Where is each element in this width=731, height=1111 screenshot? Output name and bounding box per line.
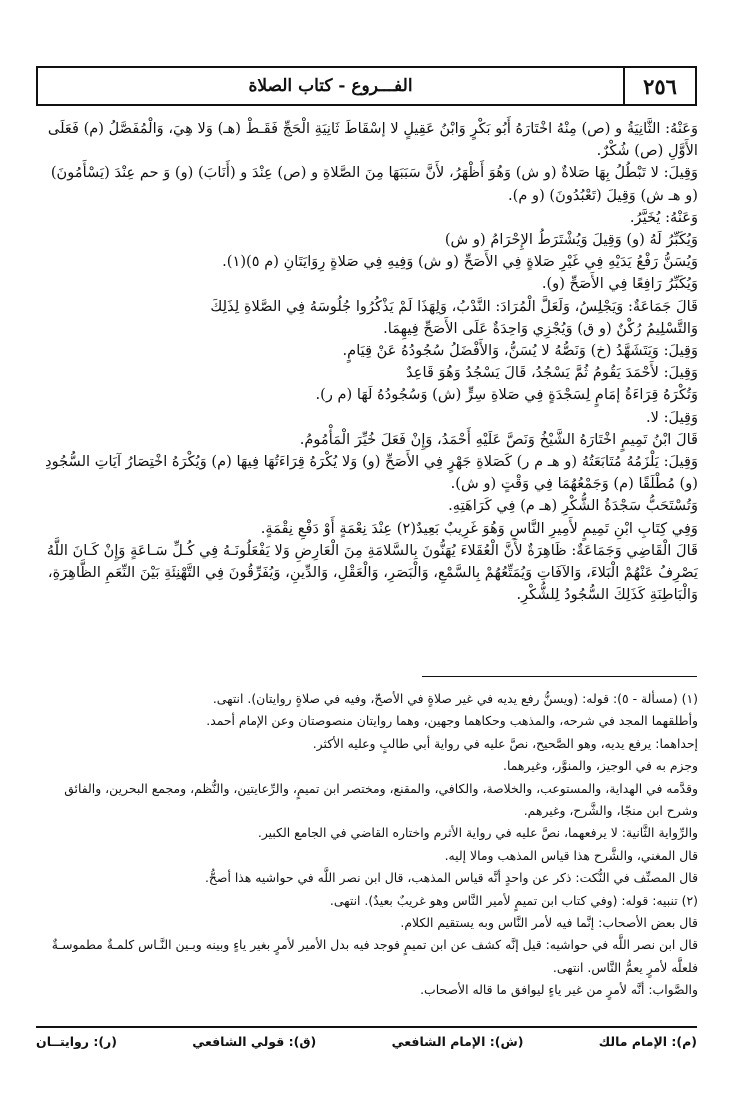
page-number: ٢٥٦: [623, 68, 695, 104]
footnote-line: وجزم به في الوجيز، والمنوَّر، وغيرهما.: [503, 758, 698, 774]
footnotes: [38, 688, 698, 1002]
text-line: (و هـ ش) وَقِيلَ (تَعْبُدُونَ) (و م).: [508, 186, 698, 204]
text-line: وَقِيلَ: لأَحْمَدَ يَقُومُ ثُمَّ يَسْجُدُ، قَالَ يَسْجُدُ وَهُوَ قَاعِدٌ: [406, 364, 698, 382]
text-line: الأَوَّلِ (ص) شُكْرٌ.: [596, 142, 698, 160]
footnote-line: والصَّواب: أنَّه لأمرٍ من غير ياءٍ ليوافق ما قاله الأصحاب.: [420, 982, 698, 998]
footnote-line: إحداهما: يرفع يديه، وهو الصَّحيح، نصَّ عليه في رواية أبي طالبٍ وعليه الأكثر.: [312, 735, 698, 751]
abbreviation-shafii-opinions: (ق): قولي الشافعي: [192, 1034, 317, 1049]
text-line: وَالْبَاطِنَةِ كَذَلِكَ السُّجُودُ لِلشُّكْرِ.: [516, 586, 698, 604]
abbreviation-shafii: (ش): الإمام الشافعي: [391, 1034, 524, 1049]
footnote-divider: [422, 676, 697, 677]
text-line: قَالَ ابْنُ تَمِيمٍ اخْتَارَهُ الشَّيْخُ وَنَصَّ عَلَيْهِ أَحْمَدُ، وَإِنْ فَعَلَ خُيِّرَ الْمَأْمُومُ.: [299, 430, 698, 448]
text-line: وَقِيلَ: يَلْزَمُهُ مُتَابَعَتُهُ (و هـ م ر) كَصَلاةِ جَهْرٍ فِي الأَصَحِّ (و) وَلا يُكْرَهُ قِرَاءَتُهَا فِيهَا (م) وَيُكْرَهُ اخْتِصَارُ آيَاتِ السُّجُودِ: [45, 453, 698, 471]
text-line: وَقِيلَ: لا تَبْطُلُ بِهَا صَلاةٌ (و ش) وَهُوَ أَظْهَرُ، لأَنَّ سَبَبَهَا مِنَ الصَّلاةِ و (ص) عِنْدَ و (أَنَابَ) (و) وَ حم عِنْدَ (يَسْأَمُونَ): [50, 164, 698, 182]
footnote-line: وأطلقهما المجد في شرحه، والمذهب وحكاهما وجهين، وهما روايتان منصوصتان وعن الإمام أحمد.: [206, 713, 698, 729]
text-line: وَتُسْتَحَبُّ سَجْدَةُ الشُّكْرِ (هـ م) فِي كَرَاهَتِهِ.: [448, 497, 698, 515]
text-line: يَصْرِفُ عَنْهُمْ الْبَلاءَ، وَالآفَاتِ وَيُمَتِّعُهُمْ بِالسَّمْعِ، وَالْبَصَرِ، وَالْعَقْلِ، وَالدِّينِ، وَيُفَرِّقُونَ فِي التَّهْنِئَةِ بَيْنَ النِّعَمِ الظَّاهِرَةِ،: [47, 564, 698, 582]
text-line: قَالَ جَمَاعَةٌ: وَيَجْلِسُ، وَلَعَلَّ الْمُرَادَ: النَّدْبُ، وَلِهَذَا لَمْ يَذْكُرُوا جُلُوسَهُ فِي الصَّلاةِ لِذَلِكَ: [210, 297, 698, 315]
text-line: قَالَ الْقَاضِي وَجَمَاعَةٌ: ظَاهِرَةٌ لأَنَّ الْعُقَلاءَ يُهَنُّونَ بِالسَّلامَةِ مِنَ الْعَارِضِ وَلا يَفْعَلُونَـهُ فِي كُـلِّ سَـاعَةٍ وَإِنْ كَـانَ اللَّهُ: [46, 541, 698, 559]
footnote-line: قال المغني، والشَّرح هذا قياس المذهب ومالا إليه.: [444, 847, 698, 863]
footnote-line: وقدَّمه في الهداية، والمستوعب، والخلاصة، والكافي، والمقنع، ومختصر ابن تميمٍ، والرِّعايتين، والنُّظم، ومجمع البحرين، والفائق: [64, 780, 698, 796]
text-line: وَالتَّسْلِيمُ رُكْنٌ (و ق) وَيُجْزِي وَاحِدَةٌ عَلَى الأَصَحِّ فِيهِمَا.: [383, 319, 698, 337]
text-line: وَقِيلَ: لا.: [646, 408, 698, 426]
footnote-line: وشرح ابن منجّا، والشَّرح، وغيرهم.: [523, 803, 698, 819]
text-line: وَقِيلَ: وَيَتَشَهَّدُ (خ) وَنَصُّهُ لا يُسَنُّ، وَالأَفْضَلُ سُجُودُهُ عَنْ قِيَامٍ.: [342, 342, 698, 360]
page-header: [36, 66, 697, 106]
footnote-line: (٢) تنبيه: قوله: (وفي كتاب ابن تميمٍ لأمير النَّاس وهو غريبٌ بعيدٌ). انتهى.: [329, 892, 698, 908]
main-text: [38, 118, 698, 606]
footnote-line: قال المصنِّف في النُّكت: ذكر عن واحدٍ أنَّه قياس المذهب، قال ابن نصر اللَّه في حواشيه هذا أصحُّ.: [204, 870, 698, 886]
text-line: وَعَنْهُ: يُخَيَّرُ.: [629, 208, 698, 226]
footer-rule: [36, 1026, 697, 1028]
text-line: وَيُكَبِّرُ لَهُ (و) وَقِيلَ وَيُشْتَرَطُ الإِحْرَامُ (و ش): [444, 231, 698, 249]
footnote-line: (١) (مسألة - ٥): قوله: (ويسنُّ رفع يديه في غير صلاةٍ في الأصحّ، وفيه في صلاةٍ روايتان). انتهى.: [212, 691, 698, 706]
running-title: الفـــروع - كتاب الصلاة: [248, 76, 413, 96]
footnote-line: قال بعض الأصحاب: إنَّما فيه لأمر النَّاس وبه يستقيم الكلام.: [400, 915, 698, 931]
abbreviation-two-narrations: (ر): روايتــان: [36, 1034, 117, 1049]
text-line: وَفِي كِتَابِ ابْنِ تَمِيمٍ لأَمِيرِ النَّاسِ وَهُوَ غَرِيبٌ بَعِيدٌ(٢) عِنْدَ نِعْمَةٍ أَوْ دَفْعِ نِقْمَةٍ.: [260, 519, 698, 537]
abbreviation-key: [36, 1034, 697, 1056]
text-line: (و) مُطْلَقًا (م) وَجَمْعُهُمَا فِي وَقْتٍ (و ش).: [450, 475, 698, 493]
text-line: وَتُكْرَهُ قِرَاءَةُ إمَامٍ لِسَجْدَةٍ فِي صَلاةِ سِرٍّ (ش) وَسُجُودُهُ لَهَا (م ر).: [315, 386, 698, 404]
text-line: وَيُكَبِّرُ رَافِعًا فِي الأَصَحِّ (و).: [541, 275, 698, 293]
footnote-line: والرِّواية الثَّانية: لا يرفعهما، نصَّ عليه في رواية الأثرم واختاره القاضي في الجامع الكبير.: [257, 825, 698, 841]
footnote-line: فلعلَّه لأمرٍ يعمُّ النَّاس. انتهى.: [552, 959, 698, 975]
abbreviation-malik: (م): الإمام مالك: [598, 1034, 697, 1049]
footnote-line: قال ابن نصر اللَّه في حواشيه: قيل إنَّه كشف عن ابن تميمٍ فوجد فيه بدل الأمير لأمرٍ بغير ياءٍ وبينه وبـين النَّـاس كلمـةٌ مطموسـةٌ: [51, 937, 698, 953]
text-line: وَعَنْهُ: الثَّانِيَةُ و (ص) مِنْهُ اخْتَارَهُ أَبُو بَكْرٍ وَابْنُ عَقِيلٍ لا إسْقَاطَ ثَانِيَةِ الْحَجِّ فَقَـطْ (هـ) وَلا هِيَ، وَالْمُفَصَّلُ (م) فَعَلَى: [47, 120, 698, 137]
text-line: وَيُسَنُّ رَفْعُ يَدَيْهِ فِي غَيْرِ صَلاةٍ فِي الأَصَحِّ (و ش) وَفِيهِ فِي صَلاةٍ رِوَايَتَانِ (م ٥)(١).: [222, 253, 698, 271]
